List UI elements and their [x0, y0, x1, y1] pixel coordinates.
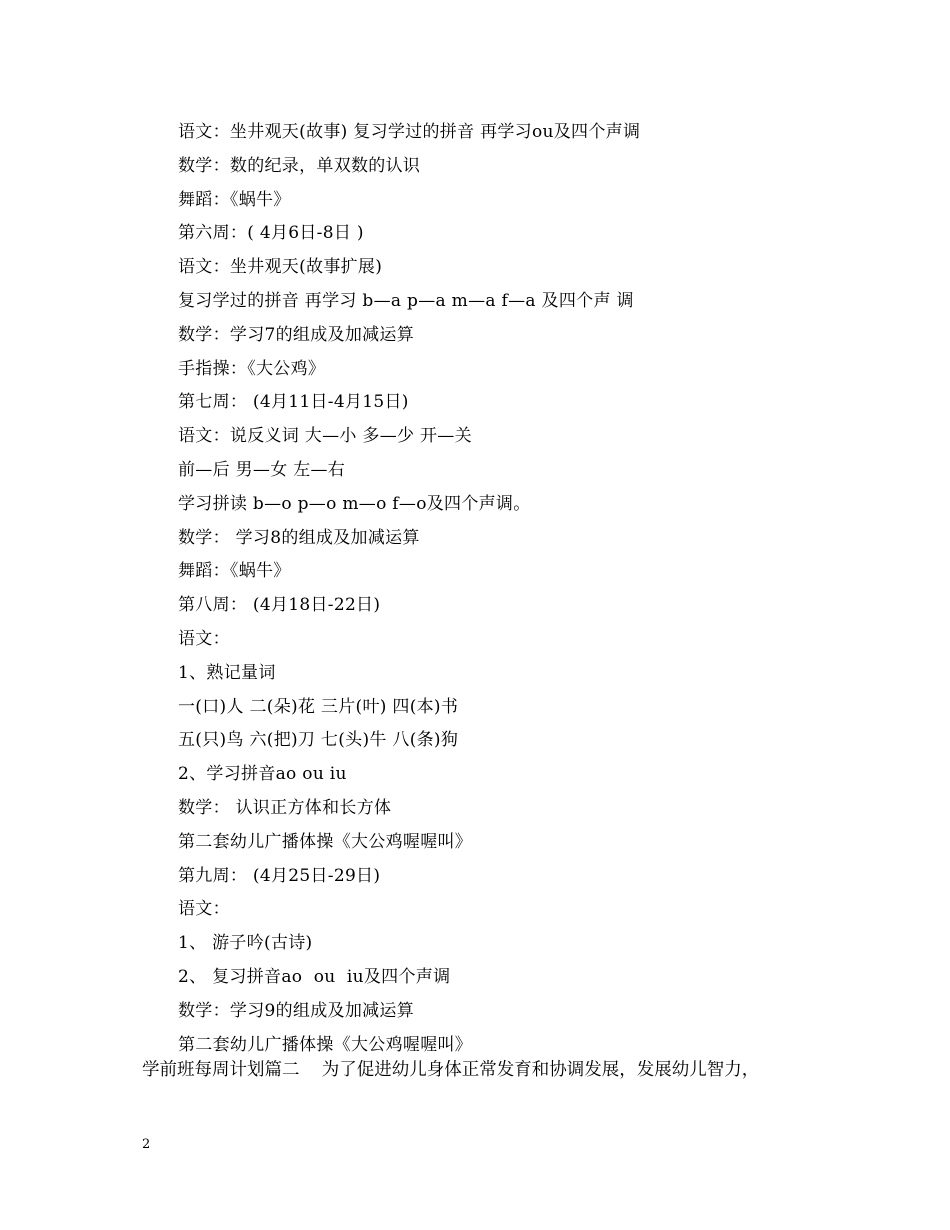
week-heading: 第八周： (4月18日-22日) [178, 595, 381, 616]
text-line: 语文： [178, 628, 230, 649]
plan-lines [178, 116, 878, 1062]
text-line: 1、熟记量词 [178, 662, 276, 683]
text-line: 2、 复习拼音ao ou iu及四个声调 [178, 966, 451, 987]
text-line: 数学： 学习8的组成及加减运算 [178, 527, 420, 548]
text-line: 一(口)人 二(朵)花 三片(叶) 四(本)书 [178, 696, 459, 717]
text-line: 语文：说反义词 大—小 多—少 开—关 [178, 426, 472, 447]
text-line: 数学： 认识正方体和长方体 [178, 797, 392, 818]
text-line: 数学：学习7的组成及加减运算 [178, 324, 415, 345]
page-number: 2 [142, 1137, 151, 1152]
text-line: 五(只)鸟 六(把)刀 七(头)牛 八(条)狗 [178, 730, 459, 751]
text-line: 2、学习拼音ao ou iu [178, 764, 347, 785]
text-line: 第二套幼儿广播体操《大公鸡喔喔叫》 [178, 831, 473, 852]
text-line: 语文：坐井观天(故事扩展) [178, 257, 383, 278]
week-heading: 第六周：( 4月6日-8日 ) [178, 223, 364, 244]
text-line: 数学：数的纪录，单双数的认识 [178, 155, 421, 176]
text-line: 1、 游子吟(古诗) [178, 933, 313, 954]
week-heading: 第九周： (4月25日-29日) [178, 865, 381, 886]
text-line: 第二套幼儿广播体操《大公鸡喔喔叫》 [178, 1034, 473, 1055]
text-line: 手指操：《大公鸡》 [178, 358, 326, 379]
text-line: 复习学过的拼音 再学习 b—a p—a m—a f—a 及四个声 调 [178, 290, 634, 311]
text-line: 数学：学习9的组成及加减运算 [178, 1000, 415, 1021]
week-heading: 第七周： (4月11日-4月15日) [178, 392, 409, 413]
text-line: 语文： [178, 899, 230, 920]
text-line: 学习拼读 b—o p—o m—o f—o及四个声调。 [178, 493, 531, 514]
text-line: 前—后 男—女 左—右 [178, 459, 346, 480]
text-line: 语文：坐井观天(故事) 复习学过的拼音 再学习ou及四个声调 [178, 122, 641, 142]
closing-paragraph: 学前班每周计划篇二 为了促进幼儿身体正常发育和协调发展，发展幼儿智力， [142, 1060, 760, 1080]
text-line: 舞蹈：《蜗牛》 [178, 189, 291, 210]
text-line: 舞蹈：《蜗牛》 [178, 561, 291, 582]
